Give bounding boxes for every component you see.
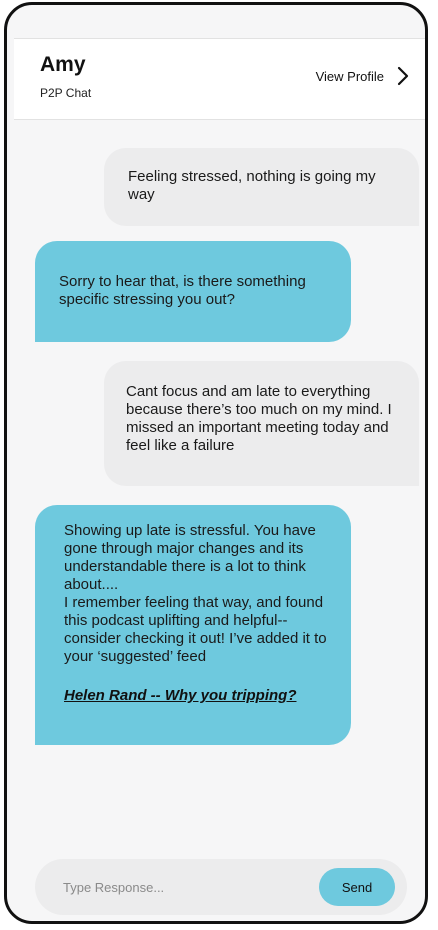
message-text: Feeling stressed, nothing is going my way <box>128 168 376 203</box>
chat-type-label: P2P Chat <box>40 86 92 100</box>
incoming-message <box>35 505 351 745</box>
phone-frame <box>4 2 428 924</box>
podcast-link[interactable]: Helen Rand -- Why you tripping? <box>64 687 297 704</box>
message-text: Showing up late is stressful. You have gone through major changes and its understandable there is a lot to think about.... I remember feeling that way, and found this podcast uplifting and helpful-- consider checking it out! I’ve added it to your ‘suggested’ feed <box>64 522 327 665</box>
view-profile-link[interactable] <box>316 65 412 87</box>
view-profile-label: View Profile <box>315 68 384 84</box>
response-input[interactable] <box>63 859 313 915</box>
chat-header <box>14 38 428 120</box>
contact-name: Amy <box>40 53 86 76</box>
message-text: Sorry to hear that, is there something specific stressing you out? <box>59 273 306 308</box>
send-button[interactable]: Send <box>319 868 395 906</box>
outgoing-message <box>104 148 419 226</box>
message-composer <box>35 859 407 915</box>
outgoing-message <box>104 361 419 486</box>
incoming-message <box>35 241 351 342</box>
chevron-right-icon[interactable] <box>394 65 412 87</box>
message-text: Cant focus and am late to everything because there’s too much on my mind. I missed an important meeting today and feel like a failure <box>126 383 392 454</box>
